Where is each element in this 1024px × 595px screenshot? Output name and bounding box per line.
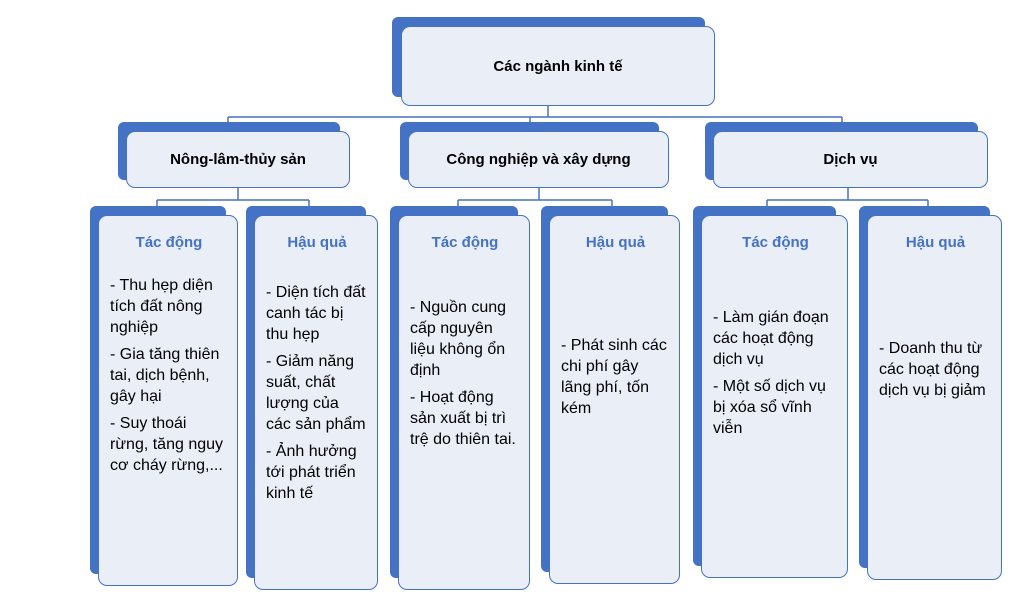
bullet-item: - Một số dịch vụ bị xóa sổ vĩnh viễn: [713, 378, 826, 437]
bullet-item: - Doanh thu từ các hoạt động dịch vụ bị giảm: [879, 340, 986, 399]
bullet-item: - Suy thoái rừng, tăng nguy cơ cháy rừng,...: [110, 415, 224, 474]
sector-header-agriculture: [118, 122, 351, 189]
box-title: Tác động: [135, 234, 203, 251]
box-title: Tác động: [431, 234, 499, 251]
bullet-item: - Giảm năng suất, chất lượng của các sản phẩm: [266, 353, 366, 433]
sector-label: Nông-lâm-thủy sản: [170, 151, 306, 168]
bullet-item: - Thu hẹp diện tích đất nông nghiệp: [110, 277, 213, 336]
services-impact-box: [693, 206, 848, 578]
bullet-item: - Nguồn cung cấp nguyên liệu không ổn định: [410, 299, 507, 379]
bullet-item: - Gia tăng thiên tai, dịch bệnh, gây hại: [110, 346, 220, 405]
sector-header-industry: [400, 122, 670, 189]
root-node: [392, 17, 716, 107]
box-title: Hậu quả: [585, 234, 646, 251]
bullet-item: - Phát sinh các chi phí gây lãng phí, tốn kém: [561, 337, 667, 417]
industry-consequence-box: [541, 206, 680, 584]
sector-label: Dịch vụ: [823, 151, 878, 168]
bullet-item: - Ảnh hưởng tới phát triển kinh tế: [266, 443, 357, 502]
agriculture-consequence-box: [246, 206, 378, 590]
agriculture-impact-box: [90, 206, 238, 586]
bullet-item: - Làm gián đoạn các hoạt động dịch vụ: [713, 309, 829, 368]
industry-impact-box: [390, 206, 530, 590]
box-title: Hậu quả: [287, 234, 347, 251]
bullet-item: - Diện tích đất canh tác bị thu hẹp: [266, 284, 366, 343]
root-label: Các ngành kinh tế: [493, 57, 623, 75]
services-consequence-box: [859, 206, 1002, 580]
box-title: Hậu quả: [905, 234, 966, 251]
bullet-item: - Hoạt động sản xuất bị trì trệ do thiên tai.: [410, 389, 516, 448]
sector-label: Công nghiệp và xây dựng: [446, 151, 631, 168]
sector-header-services: [705, 122, 989, 189]
box-title: Tác động: [742, 234, 809, 251]
